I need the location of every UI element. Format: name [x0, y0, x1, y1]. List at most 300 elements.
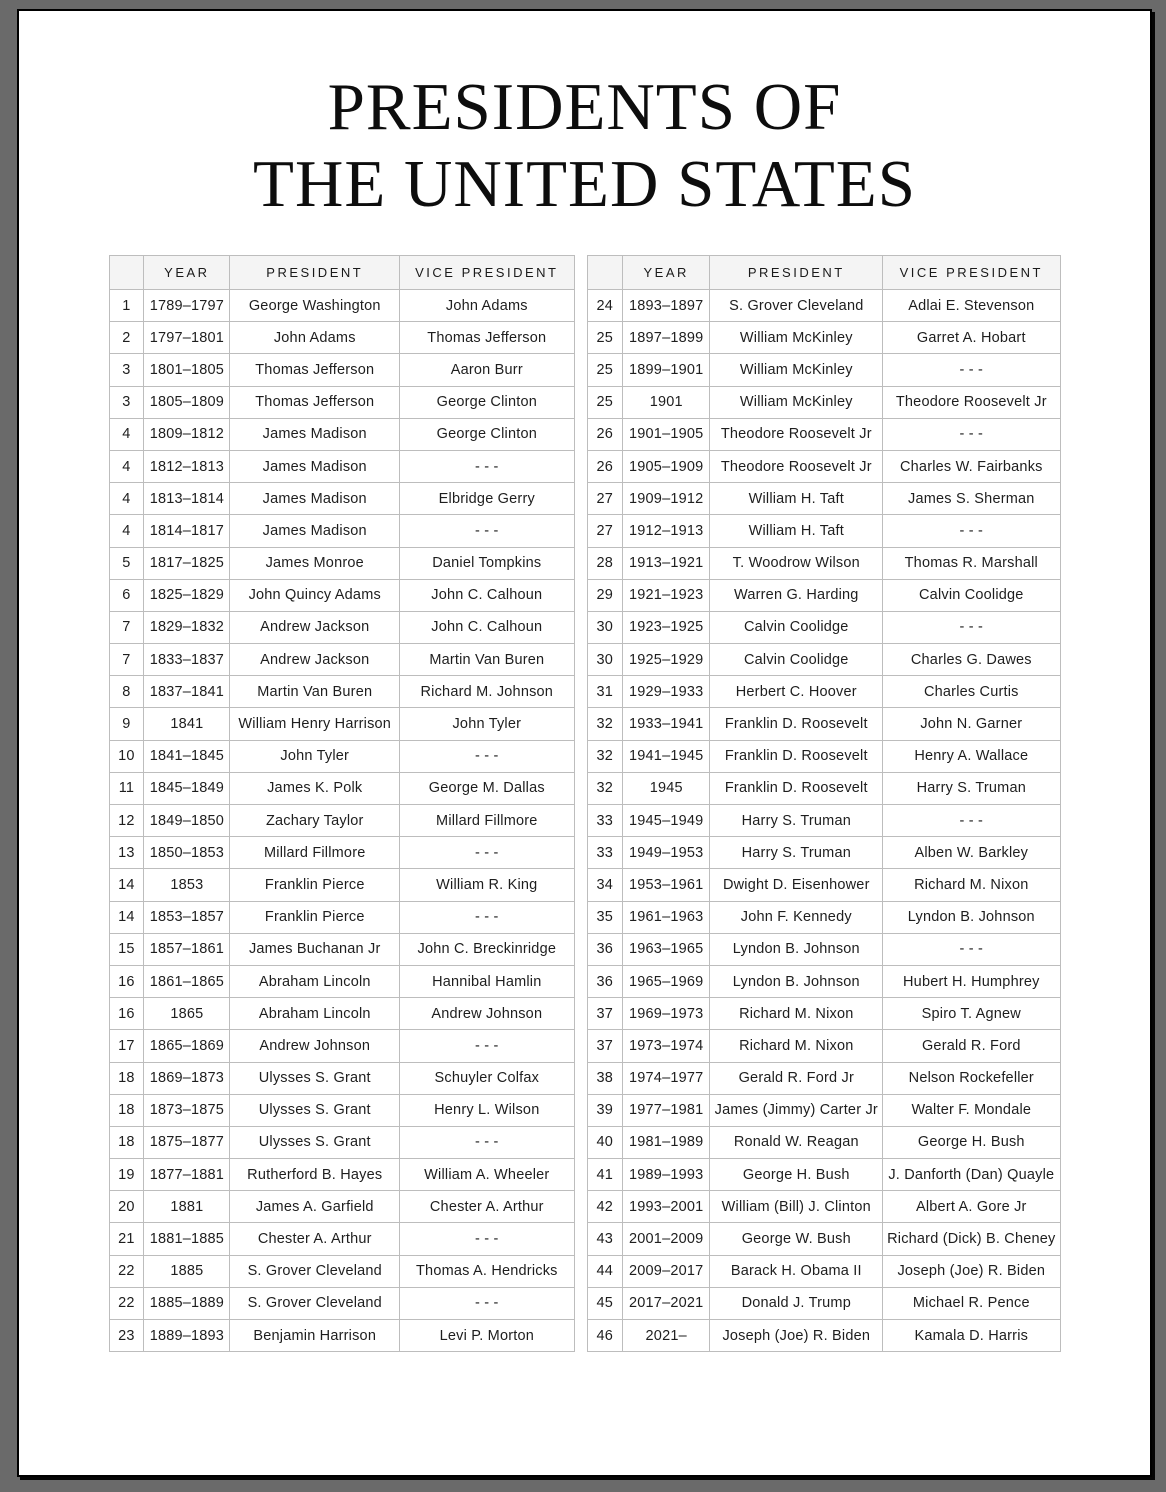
cell-president: Richard M. Nixon: [710, 1030, 883, 1062]
cell-year: 1923–1925: [622, 611, 710, 643]
cell-number: 34: [587, 869, 622, 901]
column-header: [109, 256, 144, 290]
cell-number: 44: [587, 1255, 622, 1287]
table-row: [109, 1126, 574, 1158]
table-row: [109, 483, 574, 515]
cell-vice-president: - - -: [400, 1287, 574, 1319]
cell-year: 1881–1885: [144, 1223, 230, 1255]
cell-year: 1977–1981: [622, 1094, 710, 1126]
cell-year: 1973–1974: [622, 1030, 710, 1062]
cell-president: Franklin Pierce: [230, 869, 400, 901]
cell-year: 1941–1945: [622, 740, 710, 772]
cell-vice-president: Millard Fillmore: [400, 805, 574, 837]
table-row: [109, 869, 574, 901]
cell-year: 1849–1850: [144, 805, 230, 837]
cell-vice-president: - - -: [883, 805, 1060, 837]
cell-year: 1861–1865: [144, 965, 230, 997]
cell-vice-president: Henry A. Wallace: [883, 740, 1060, 772]
cell-president: James Madison: [230, 450, 400, 482]
cell-president: John Adams: [230, 322, 400, 354]
cell-year: 1925–1929: [622, 644, 710, 676]
cell-president: James Monroe: [230, 547, 400, 579]
cell-vice-president: - - -: [400, 740, 574, 772]
cell-year: 1945: [622, 772, 710, 804]
table-row: [109, 740, 574, 772]
cell-number: 20: [109, 1191, 144, 1223]
cell-president: James (Jimmy) Carter Jr: [710, 1094, 883, 1126]
cell-president: Ronald W. Reagan: [710, 1126, 883, 1158]
cell-year: 1897–1899: [622, 322, 710, 354]
cell-president: Franklin D. Roosevelt: [710, 740, 883, 772]
cell-president: Benjamin Harrison: [230, 1320, 400, 1352]
table-row: [587, 322, 1060, 354]
cell-year: 1833–1837: [144, 644, 230, 676]
table-row: [109, 418, 574, 450]
cell-vice-president: Hannibal Hamlin: [400, 965, 574, 997]
presidents-table-left: [109, 255, 575, 1352]
cell-number: 18: [109, 1062, 144, 1094]
cell-president: William McKinley: [710, 354, 883, 386]
cell-number: 37: [587, 1030, 622, 1062]
table-row: [109, 1223, 574, 1255]
cell-president: Rutherford B. Hayes: [230, 1159, 400, 1191]
cell-vice-president: Joseph (Joe) R. Biden: [883, 1255, 1060, 1287]
cell-number: 28: [587, 547, 622, 579]
table-row: [587, 1062, 1060, 1094]
cell-president: James Madison: [230, 515, 400, 547]
cell-year: 1901–1905: [622, 418, 710, 450]
cell-year: 1901: [622, 386, 710, 418]
table-row: [587, 579, 1060, 611]
cell-year: 1837–1841: [144, 676, 230, 708]
table-row: [109, 1030, 574, 1062]
cell-vice-president: Aaron Burr: [400, 354, 574, 386]
cell-year: 1885: [144, 1255, 230, 1287]
column-header: PRESIDENT: [710, 256, 883, 290]
cell-number: 16: [109, 965, 144, 997]
cell-president: William Henry Harrison: [230, 708, 400, 740]
cell-vice-president: Nelson Rockefeller: [883, 1062, 1060, 1094]
cell-vice-president: John Adams: [400, 290, 574, 322]
cell-number: 37: [587, 998, 622, 1030]
cell-year: 1869–1873: [144, 1062, 230, 1094]
cell-year: 1889–1893: [144, 1320, 230, 1352]
cell-vice-president: - - -: [400, 1126, 574, 1158]
cell-year: 1789–1797: [144, 290, 230, 322]
cell-number: 4: [109, 483, 144, 515]
cell-number: 12: [109, 805, 144, 837]
cell-president: George W. Bush: [710, 1223, 883, 1255]
table-row: [587, 547, 1060, 579]
cell-year: 2001–2009: [622, 1223, 710, 1255]
cell-number: 17: [109, 1030, 144, 1062]
cell-year: 1841: [144, 708, 230, 740]
table-row: [109, 933, 574, 965]
cell-president: Harry S. Truman: [710, 837, 883, 869]
table-row: [587, 837, 1060, 869]
cell-year: 1817–1825: [144, 547, 230, 579]
cell-number: 33: [587, 805, 622, 837]
cell-president: Herbert C. Hoover: [710, 676, 883, 708]
table-row: [587, 998, 1060, 1030]
table-row: [587, 450, 1060, 482]
table-row: [587, 418, 1060, 450]
cell-year: 1899–1901: [622, 354, 710, 386]
cell-number: 9: [109, 708, 144, 740]
table-row: [587, 740, 1060, 772]
cell-year: 1809–1812: [144, 418, 230, 450]
cell-president: Donald J. Trump: [710, 1287, 883, 1319]
cell-vice-president: George M. Dallas: [400, 772, 574, 804]
table-row: [587, 708, 1060, 740]
column-header: VICE PRESIDENT: [883, 256, 1060, 290]
cell-president: S. Grover Cleveland: [710, 290, 883, 322]
cell-vice-president: Chester A. Arthur: [400, 1191, 574, 1223]
table-row: [587, 1159, 1060, 1191]
page-title: [19, 69, 1150, 223]
cell-president: James Madison: [230, 483, 400, 515]
cell-year: 1974–1977: [622, 1062, 710, 1094]
table-row: [587, 933, 1060, 965]
cell-number: 25: [587, 354, 622, 386]
cell-number: 36: [587, 933, 622, 965]
cell-vice-president: - - -: [400, 901, 574, 933]
cell-year: 1929–1933: [622, 676, 710, 708]
cell-president: George Washington: [230, 290, 400, 322]
table-row: [587, 869, 1060, 901]
table-row: [587, 965, 1060, 997]
table-row: [587, 483, 1060, 515]
cell-year: 1993–2001: [622, 1191, 710, 1223]
cell-vice-president: John C. Calhoun: [400, 579, 574, 611]
cell-vice-president: - - -: [883, 515, 1060, 547]
cell-number: 43: [587, 1223, 622, 1255]
header-row: [109, 256, 574, 290]
cell-president: Lyndon B. Johnson: [710, 933, 883, 965]
table-row: [109, 354, 574, 386]
cell-number: 42: [587, 1191, 622, 1223]
cell-president: James A. Garfield: [230, 1191, 400, 1223]
cell-president: S. Grover Cleveland: [230, 1287, 400, 1319]
cell-vice-president: Michael R. Pence: [883, 1287, 1060, 1319]
cell-number: 19: [109, 1159, 144, 1191]
column-header: YEAR: [622, 256, 710, 290]
table-row: [109, 1255, 574, 1287]
cell-president: Joseph (Joe) R. Biden: [710, 1320, 883, 1352]
cell-year: 1981–1989: [622, 1126, 710, 1158]
cell-vice-president: Richard (Dick) B. Cheney: [883, 1223, 1060, 1255]
column-header: [587, 256, 622, 290]
cell-year: 1912–1913: [622, 515, 710, 547]
cell-president: James K. Polk: [230, 772, 400, 804]
table-row: [109, 837, 574, 869]
cell-year: 1873–1875: [144, 1094, 230, 1126]
cell-year: 1865: [144, 998, 230, 1030]
document-page: [17, 9, 1152, 1477]
cell-number: 13: [109, 837, 144, 869]
cell-vice-president: Lyndon B. Johnson: [883, 901, 1060, 933]
cell-vice-president: Walter F. Mondale: [883, 1094, 1060, 1126]
cell-vice-president: Calvin Coolidge: [883, 579, 1060, 611]
table-row: [109, 290, 574, 322]
cell-year: 1865–1869: [144, 1030, 230, 1062]
cell-president: Gerald R. Ford Jr: [710, 1062, 883, 1094]
cell-number: 15: [109, 933, 144, 965]
cell-number: 18: [109, 1094, 144, 1126]
cell-president: Franklin D. Roosevelt: [710, 772, 883, 804]
table-row: [109, 1320, 574, 1352]
table-row: [109, 1191, 574, 1223]
cell-vice-president: John N. Garner: [883, 708, 1060, 740]
cell-number: 33: [587, 837, 622, 869]
cell-year: 1945–1949: [622, 805, 710, 837]
cell-vice-president: James S. Sherman: [883, 483, 1060, 515]
cell-president: Abraham Lincoln: [230, 965, 400, 997]
cell-year: 1805–1809: [144, 386, 230, 418]
cell-number: 22: [109, 1287, 144, 1319]
cell-president: Chester A. Arthur: [230, 1223, 400, 1255]
cell-number: 25: [587, 386, 622, 418]
table-row: [109, 611, 574, 643]
cell-vice-president: Elbridge Gerry: [400, 483, 574, 515]
cell-number: 2: [109, 322, 144, 354]
cell-president: Dwight D. Eisenhower: [710, 869, 883, 901]
tables-container: [19, 255, 1150, 1352]
cell-number: 23: [109, 1320, 144, 1352]
cell-president: Andrew Johnson: [230, 1030, 400, 1062]
cell-year: 2009–2017: [622, 1255, 710, 1287]
cell-president: Martin Van Buren: [230, 676, 400, 708]
cell-year: 1814–1817: [144, 515, 230, 547]
cell-year: 1921–1923: [622, 579, 710, 611]
header-row: [587, 256, 1060, 290]
cell-president: George H. Bush: [710, 1159, 883, 1191]
cell-number: 6: [109, 579, 144, 611]
cell-number: 4: [109, 450, 144, 482]
table-row: [587, 386, 1060, 418]
cell-year: 1797–1801: [144, 322, 230, 354]
cell-number: 22: [109, 1255, 144, 1287]
cell-president: Ulysses S. Grant: [230, 1094, 400, 1126]
cell-president: Lyndon B. Johnson: [710, 965, 883, 997]
cell-president: Ulysses S. Grant: [230, 1062, 400, 1094]
table-row: [109, 708, 574, 740]
cell-president: Barack H. Obama II: [710, 1255, 883, 1287]
cell-president: Calvin Coolidge: [710, 611, 883, 643]
table-row: [109, 644, 574, 676]
cell-vice-president: - - -: [400, 1030, 574, 1062]
cell-number: 30: [587, 644, 622, 676]
cell-vice-president: J. Danforth (Dan) Quayle: [883, 1159, 1060, 1191]
cell-year: 1825–1829: [144, 579, 230, 611]
cell-president: James Buchanan Jr: [230, 933, 400, 965]
cell-president: T. Woodrow Wilson: [710, 547, 883, 579]
cell-president: Theodore Roosevelt Jr: [710, 450, 883, 482]
cell-number: 36: [587, 965, 622, 997]
cell-year: 1877–1881: [144, 1159, 230, 1191]
cell-number: 46: [587, 1320, 622, 1352]
table-row: [587, 772, 1060, 804]
cell-number: 7: [109, 644, 144, 676]
table-row: [109, 1159, 574, 1191]
cell-vice-president: - - -: [883, 354, 1060, 386]
table-row: [587, 1287, 1060, 1319]
cell-president: Ulysses S. Grant: [230, 1126, 400, 1158]
table-row: [587, 1126, 1060, 1158]
table-row: [587, 1255, 1060, 1287]
table-row: [587, 354, 1060, 386]
cell-president: Millard Fillmore: [230, 837, 400, 869]
cell-number: 32: [587, 772, 622, 804]
cell-vice-president: Charles W. Fairbanks: [883, 450, 1060, 482]
cell-number: 21: [109, 1223, 144, 1255]
cell-year: 1841–1845: [144, 740, 230, 772]
cell-president: Richard M. Nixon: [710, 998, 883, 1030]
cell-number: 39: [587, 1094, 622, 1126]
table-row: [109, 450, 574, 482]
table-row: [587, 611, 1060, 643]
table-row: [587, 901, 1060, 933]
cell-year: 1845–1849: [144, 772, 230, 804]
cell-vice-president: Adlai E. Stevenson: [883, 290, 1060, 322]
cell-president: William McKinley: [710, 322, 883, 354]
cell-vice-president: - - -: [400, 837, 574, 869]
table-row: [109, 322, 574, 354]
table-row: [109, 998, 574, 1030]
cell-vice-president: - - -: [883, 611, 1060, 643]
cell-vice-president: Kamala D. Harris: [883, 1320, 1060, 1352]
table-row: [109, 772, 574, 804]
cell-president: William McKinley: [710, 386, 883, 418]
cell-year: 1812–1813: [144, 450, 230, 482]
cell-number: 10: [109, 740, 144, 772]
table-row: [109, 1094, 574, 1126]
cell-year: 1905–1909: [622, 450, 710, 482]
cell-number: 14: [109, 869, 144, 901]
cell-president: John Tyler: [230, 740, 400, 772]
cell-year: 1885–1889: [144, 1287, 230, 1319]
cell-year: 1829–1832: [144, 611, 230, 643]
cell-number: 3: [109, 386, 144, 418]
cell-year: 1969–1973: [622, 998, 710, 1030]
cell-number: 14: [109, 901, 144, 933]
cell-vice-president: John Tyler: [400, 708, 574, 740]
cell-number: 45: [587, 1287, 622, 1319]
cell-president: William (Bill) J. Clinton: [710, 1191, 883, 1223]
cell-number: 26: [587, 418, 622, 450]
cell-president: William H. Taft: [710, 483, 883, 515]
cell-vice-president: - - -: [883, 418, 1060, 450]
cell-number: 30: [587, 611, 622, 643]
cell-president: Thomas Jefferson: [230, 386, 400, 418]
cell-vice-president: Andrew Johnson: [400, 998, 574, 1030]
cell-president: Theodore Roosevelt Jr: [710, 418, 883, 450]
page-title-line-2: THE UNITED STATES: [253, 147, 916, 221]
cell-president: Abraham Lincoln: [230, 998, 400, 1030]
table-row: [587, 515, 1060, 547]
cell-number: 41: [587, 1159, 622, 1191]
cell-vice-president: William R. King: [400, 869, 574, 901]
cell-president: James Madison: [230, 418, 400, 450]
table-row: [587, 1191, 1060, 1223]
cell-number: 1: [109, 290, 144, 322]
cell-president: Andrew Jackson: [230, 611, 400, 643]
cell-vice-president: Henry L. Wilson: [400, 1094, 574, 1126]
cell-number: 38: [587, 1062, 622, 1094]
cell-vice-president: Gerald R. Ford: [883, 1030, 1060, 1062]
cell-vice-president: Theodore Roosevelt Jr: [883, 386, 1060, 418]
cell-number: 24: [587, 290, 622, 322]
cell-number: 27: [587, 483, 622, 515]
cell-number: 29: [587, 579, 622, 611]
table-row: [109, 547, 574, 579]
cell-vice-president: Charles G. Dawes: [883, 644, 1060, 676]
table-row: [109, 805, 574, 837]
cell-vice-president: - - -: [400, 450, 574, 482]
cell-year: 1881: [144, 1191, 230, 1223]
cell-number: 27: [587, 515, 622, 547]
cell-vice-president: George H. Bush: [883, 1126, 1060, 1158]
cell-president: Andrew Jackson: [230, 644, 400, 676]
cell-vice-president: Alben W. Barkley: [883, 837, 1060, 869]
column-header: PRESIDENT: [230, 256, 400, 290]
cell-vice-president: Harry S. Truman: [883, 772, 1060, 804]
cell-year: 1893–1897: [622, 290, 710, 322]
cell-number: 26: [587, 450, 622, 482]
table-row: [109, 1062, 574, 1094]
cell-year: 1913–1921: [622, 547, 710, 579]
table-row: [109, 676, 574, 708]
cell-vice-president: George Clinton: [400, 386, 574, 418]
cell-year: 1853–1857: [144, 901, 230, 933]
cell-year: 1989–1993: [622, 1159, 710, 1191]
cell-vice-president: Schuyler Colfax: [400, 1062, 574, 1094]
cell-vice-president: Thomas R. Marshall: [883, 547, 1060, 579]
cell-president: Franklin Pierce: [230, 901, 400, 933]
table-row: [587, 1030, 1060, 1062]
cell-year: 1853: [144, 869, 230, 901]
cell-president: William H. Taft: [710, 515, 883, 547]
cell-vice-president: Levi P. Morton: [400, 1320, 574, 1352]
cell-vice-president: Garret A. Hobart: [883, 322, 1060, 354]
cell-vice-president: Thomas Jefferson: [400, 322, 574, 354]
cell-number: 32: [587, 708, 622, 740]
cell-president: Thomas Jefferson: [230, 354, 400, 386]
cell-year: 2017–2021: [622, 1287, 710, 1319]
cell-vice-president: - - -: [883, 933, 1060, 965]
table-row: [587, 676, 1060, 708]
cell-vice-president: Albert A. Gore Jr: [883, 1191, 1060, 1223]
cell-number: 35: [587, 901, 622, 933]
cell-vice-president: Martin Van Buren: [400, 644, 574, 676]
cell-number: 31: [587, 676, 622, 708]
table-row: [587, 1094, 1060, 1126]
column-header: YEAR: [144, 256, 230, 290]
table-row: [587, 290, 1060, 322]
cell-year: 1813–1814: [144, 483, 230, 515]
cell-number: 3: [109, 354, 144, 386]
page-title-line-1: PRESIDENTS OF: [327, 70, 842, 144]
cell-president: John F. Kennedy: [710, 901, 883, 933]
column-header: VICE PRESIDENT: [400, 256, 574, 290]
cell-vice-president: John C. Breckinridge: [400, 933, 574, 965]
cell-vice-president: Hubert H. Humphrey: [883, 965, 1060, 997]
cell-year: 1949–1953: [622, 837, 710, 869]
cell-year: 1965–1969: [622, 965, 710, 997]
cell-vice-president: Thomas A. Hendricks: [400, 1255, 574, 1287]
cell-vice-president: Daniel Tompkins: [400, 547, 574, 579]
cell-president: John Quincy Adams: [230, 579, 400, 611]
